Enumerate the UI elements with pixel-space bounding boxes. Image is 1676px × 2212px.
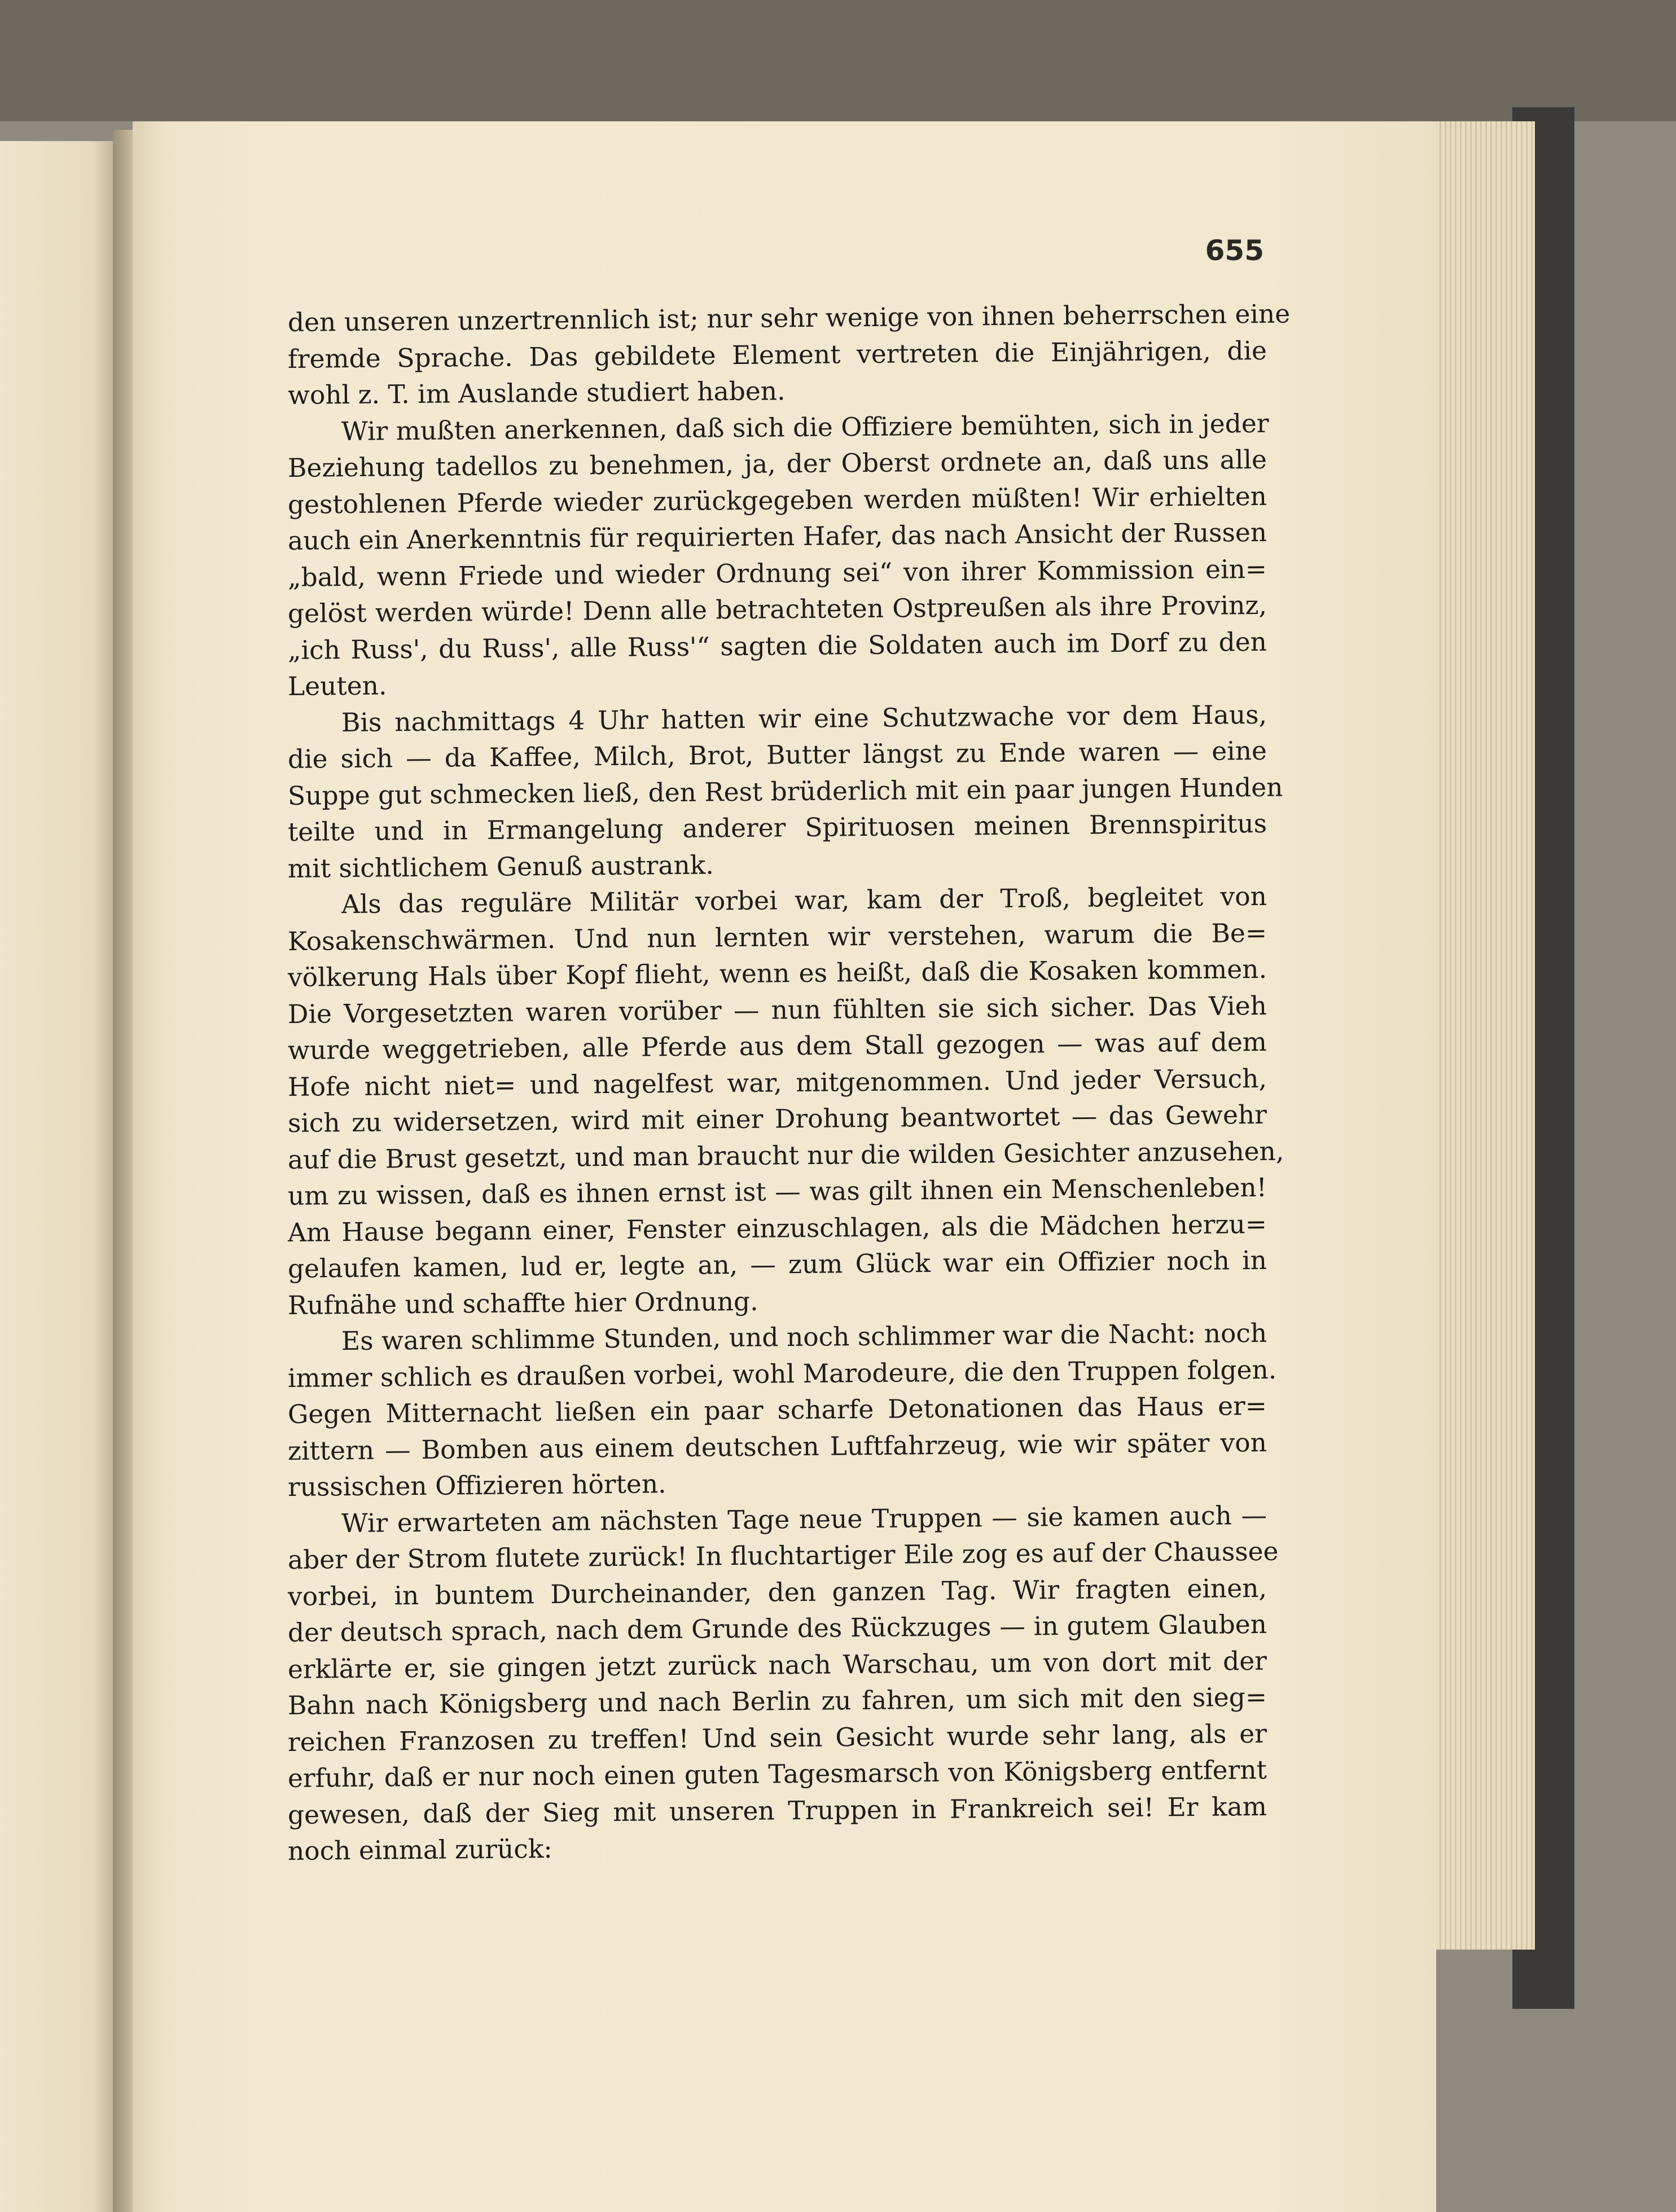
text-line: „bald, wenn Friede und wieder Ordnung sei“ von ihrer Kommission ein=: [287, 554, 1267, 592]
text-line: sich zu widersetzen, wird mit einer Drohung beantwortet — das Gewehr: [287, 1099, 1267, 1138]
text-line: Gegen Mitternacht ließen ein paar scharfe Detonationen das Haus er=: [287, 1390, 1267, 1429]
book-gutter: [113, 130, 135, 2212]
text-line: Als das reguläre Militär vorbei war, kam der Troß, begleitet von: [341, 881, 1267, 920]
text-line: Bahn nach Königsberg und nach Berlin zu fahren, um sich mit den sieg=: [287, 1682, 1267, 1721]
text-line: Wir erwarteten am nächsten Tage neue Truppen — sie kamen auch —: [341, 1500, 1267, 1538]
text-line: auf die Brust gesetzt, und man braucht nur die wilden Gesichter anzusehen,: [287, 1136, 1284, 1175]
text-line: Es waren schlimme Stunden, und noch schlimmer war die Nacht: noch: [341, 1318, 1267, 1357]
text-line: erklärte er, sie gingen jetzt zurück nach Warschau, um von dort mit der: [287, 1645, 1267, 1684]
text-line: mit sichtlichem Genuß austrank.: [287, 849, 714, 884]
text-line: gelaufen kamen, lud er, legte an, — zum Glück war ein Offizier noch in: [287, 1245, 1267, 1284]
text-line: Am Hause begann einer, Fenster einzuschlagen, als die Mädchen herzu=: [287, 1209, 1267, 1248]
text-line: gelöst werden würde! Denn alle betrachteten Ostpreußen als ihre Provinz,: [287, 590, 1267, 629]
text-line: Suppe gut schmecken ließ, den Rest brüderlich mit ein paar jungen Hunden: [287, 772, 1283, 811]
text-line: zittern — Bomben aus einem deutschen Luftfahrzeug, wie wir später von: [287, 1427, 1267, 1466]
text-line: gestohlenen Pferde wieder zurückgegeben werden müßten! Wir erhielten: [287, 481, 1267, 520]
text-line: gewesen, daß der Sieg mit unseren Truppen in Frankreich sei! Er kam: [287, 1791, 1267, 1830]
text-line: fremde Sprache. Das gebildete Element vertreten die Einjährigen, die: [287, 335, 1267, 374]
text-line: Kosakenschwärmen. Und nun lernten wir verstehen, warum die Be=: [287, 918, 1267, 956]
text-line: Die Vorgesetzten waren vorüber — nun fühlten sie sich sicher. Das Vieh: [287, 990, 1267, 1029]
page-number: 655: [1205, 234, 1264, 267]
text-line: den unseren unzertrennlich ist; nur sehr wenige von ihnen beherrschen eine: [287, 299, 1291, 337]
text-line: die sich — da Kaffee, Milch, Brot, Butter längst zu Ende waren — eine: [287, 735, 1267, 774]
text-line: immer schlich es draußen vorbei, wohl Marodeure, die den Truppen folgen.: [287, 1354, 1277, 1393]
text-line: Rufnähe und schaffte hier Ordnung.: [287, 1286, 758, 1320]
left-page: [0, 141, 116, 2212]
text-line: Leuten.: [287, 670, 387, 701]
body-text: [287, 299, 1291, 1870]
text-line: teilte und in Ermangelung anderer Spirituosen meinen Brennspiritus: [287, 808, 1267, 847]
background-shadow: [0, 0, 1676, 121]
text-line: der deutsch sprach, nach dem Grunde des Rückzuges — in gutem Glauben: [287, 1609, 1267, 1648]
text-line: um zu wissen, daß es ihnen ernst ist — was gilt ihnen ein Menschenleben!: [287, 1172, 1267, 1211]
text-line: russischen Offizieren hörten.: [287, 1469, 666, 1502]
text-line: Wir mußten anerkennen, daß sich die Offiziere bemühten, sich in jeder: [341, 408, 1269, 446]
text-line: auch ein Anerkenntnis für requirierten Hafer, das nach Ansicht der Russen: [287, 517, 1267, 556]
text-line: völkerung Hals über Kopf flieht, wenn es heißt, daß die Kosaken kommen.: [287, 954, 1267, 993]
text-line: aber der Strom flutete zurück! In fluchtartiger Eile zog es auf der Chaussee: [287, 1536, 1279, 1575]
text-line: reichen Franzosen zu treffen! Und sein Gesicht wurde sehr lang, als er: [287, 1718, 1267, 1757]
text-line: erfuhr, daß er nur noch einen guten Tagesmarsch von Königsberg entfernt: [287, 1754, 1267, 1793]
text-line: Bis nachmittags 4 Uhr hatten wir eine Schutzwache vor dem Haus,: [341, 699, 1267, 738]
text-line: Beziehung tadellos zu benehmen, ja, der Oberst ordnete an, daß uns alle: [287, 444, 1267, 483]
text-line: Hofe nicht niet= und nagelfest war, mitgenommen. Und jeder Versuch,: [287, 1063, 1267, 1102]
text-line: vorbei, in buntem Durcheinander, den ganzen Tag. Wir fragten einen,: [287, 1573, 1267, 1612]
text-line: wurde weggetrieben, alle Pferde aus dem Stall gezogen — was auf dem: [287, 1026, 1267, 1065]
text-line: wohl z. T. im Auslande studiert haben.: [287, 376, 786, 410]
text-line: noch einmal zurück:: [287, 1833, 552, 1866]
text-line: „ich Russ', du Russ', alle Russ'“ sagten die Soldaten auch im Dorf zu den: [287, 626, 1267, 665]
